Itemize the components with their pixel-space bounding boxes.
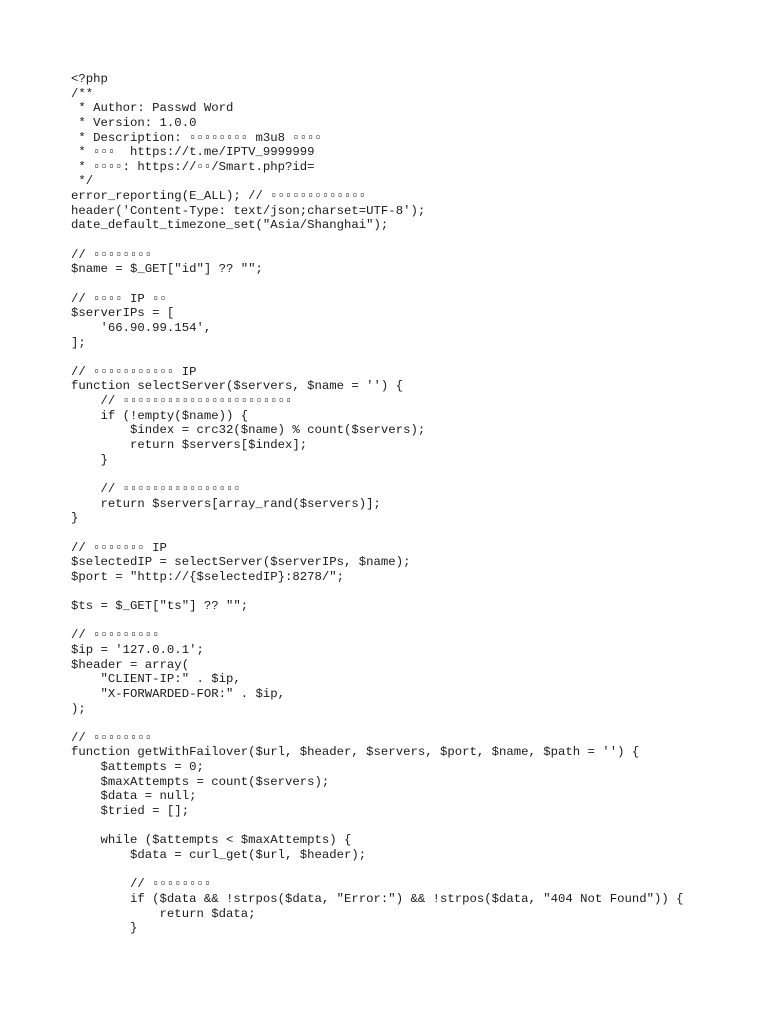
code-line: // ▫▫▫▫▫▫▫▫▫ [71, 628, 160, 643]
code-line: $port = "http://{$selectedIP}:8278/"; [71, 569, 345, 584]
code-line: $index = crc32($name) % count($servers); [71, 423, 426, 438]
code-line: if ($data && !strpos($data, "Error:") && !strpos($data, "404 Not Found")) { [71, 891, 684, 906]
code-line: // ▫▫▫▫▫▫▫▫▫▫▫▫▫▫▫▫▫▫▫▫▫▫▫ [71, 394, 293, 409]
code-line: $data = null; [71, 789, 197, 804]
code-line: // ▫▫▫▫▫▫▫ IP [71, 540, 167, 555]
code-line: return $servers[$index]; [71, 438, 308, 453]
code-line: * Description: ▫▫▫▫▫▫▫▫ m3u8 ▫▫▫▫ [71, 130, 322, 145]
code-line: "X-FORWARDED-FOR:" . $ip, [71, 686, 286, 701]
code-line [71, 350, 684, 365]
code-line: $ip = '127.0.0.1'; [71, 642, 204, 657]
code-line: while ($attempts < $maxAttempts) { [71, 833, 352, 848]
code-line: return $servers[array_rand($servers)]; [71, 496, 381, 511]
code-line: $data = curl_get($url, $header); [71, 847, 367, 862]
code-line: if (!empty($name)) { [71, 408, 249, 423]
code-line: // ▫▫▫▫▫▫▫▫▫▫▫ IP [71, 364, 197, 379]
code-line: function selectServer($servers, $name = '') { [71, 379, 404, 394]
code-line: */ [71, 174, 94, 189]
code-line [71, 819, 684, 834]
code-line [71, 467, 684, 482]
code-line: ]; [71, 335, 86, 350]
code-line [71, 863, 684, 878]
code-line [71, 614, 684, 629]
code-line: * ▫▫▫▫: https://▫▫/Smart.php?id= [71, 159, 315, 174]
code-line [71, 526, 684, 541]
code-line: $ts = $_GET["ts"] ?? ""; [71, 599, 249, 614]
code-line: $header = array( [71, 657, 190, 672]
code-line: $serverIPs = [ [71, 306, 175, 321]
code-line: "CLIENT-IP:" . $ip, [71, 672, 241, 687]
code-line: * ▫▫▫ https://t.me/IPTV_9999999 [71, 145, 315, 160]
code-line: <?php [71, 72, 108, 86]
code-line: $attempts = 0; [71, 760, 204, 775]
code-line [71, 233, 684, 248]
code-listing [71, 72, 684, 936]
code-line [71, 716, 684, 731]
code-line: * Version: 1.0.0 [71, 115, 197, 130]
code-line: $tried = []; [71, 804, 190, 819]
code-line: /** [71, 86, 94, 101]
code-line [71, 584, 684, 599]
code-line: $name = $_GET["id"] ?? ""; [71, 262, 263, 277]
code-line: ); [71, 701, 86, 716]
code-line: // ▫▫▫▫▫▫▫▫ [71, 877, 212, 892]
code-line: } [71, 921, 138, 936]
code-line: function getWithFailover($url, $header, $servers, $port, $name, $path = '') { [71, 745, 640, 760]
code-line: error_reporting(E_ALL); // ▫▫▫▫▫▫▫▫▫▫▫▫▫ [71, 189, 367, 204]
code-line: date_default_timezone_set("Asia/Shanghai"); [71, 218, 389, 233]
code-line: * Author: Passwd Word [71, 101, 234, 116]
code-line: $maxAttempts = count($servers); [71, 774, 330, 789]
code-line: // ▫▫▫▫▫▫▫▫▫▫▫▫▫▫▫▫ [71, 481, 241, 496]
code-line: $selectedIP = selectServer($serverIPs, $name); [71, 555, 411, 570]
code-line: // ▫▫▫▫ IP ▫▫ [71, 291, 167, 306]
code-line: } [71, 511, 79, 526]
code-line [71, 277, 684, 292]
code-line: // ▫▫▫▫▫▫▫▫ [71, 730, 153, 745]
code-line: } [71, 452, 108, 467]
code-line: // ▫▫▫▫▫▫▫▫ [71, 247, 153, 262]
code-line: '66.90.99.154', [71, 320, 212, 335]
code-line: return $data; [71, 906, 256, 921]
code-line: header('Content-Type: text/json;charset=UTF-8'); [71, 203, 426, 218]
